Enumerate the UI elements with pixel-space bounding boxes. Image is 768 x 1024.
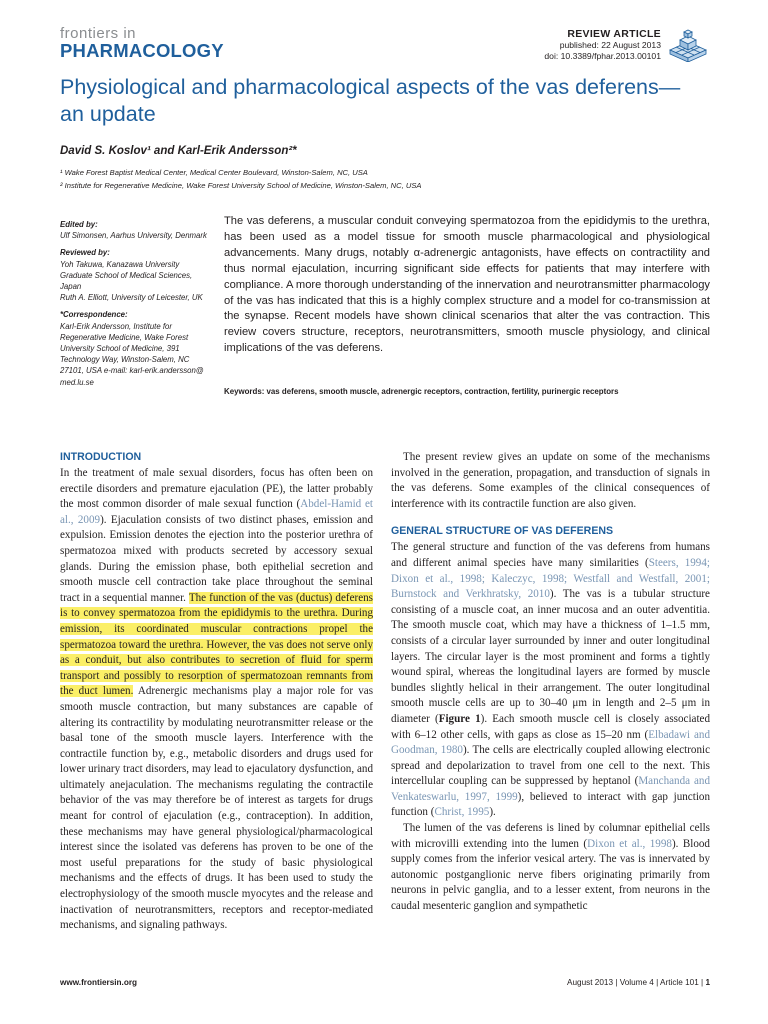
highlighted-text: The function of the vas (ductus) deferens is to convey spermatozoa from the epididymis to the urethra. During emission, its coordinated muscular contractions propel the spermatozoa toward the urethra. However, the vas does not serve only as a conduit, but also contributes to secretion of fluid for sperm transport and possibly to resorption of spermatozoan remnants from the duct lumen. <box>60 591 373 698</box>
text-run: ). Each smooth muscle cell is closely associated with 6–12 other cells, with gaps as close as 15–20 nm ( <box>391 712 711 741</box>
text-run: ). The cells are electrically coupled allowing electronic spread and depolarization to travel from one cell to the next. This intercellular coupling can be suppressed by heptanol ( <box>391 744 710 788</box>
text-run: ). Ejaculation consists of two distinct phases, emission and expulsion. Emission denotes the ejection into the posterior urethra of spermatozoa mixed with products secreted by accessory sexual glands. During the emission phase, both epithelial secretion and smooth muscle cell contraction take place throughout the seminal tract in a sequential manner. <box>60 513 374 604</box>
citation-link[interactable]: Steers, 1994; Dixon et al., 1998; Kaleczyc, 1998; Westfall and Westfall, 2001; Burnstock and Verkhratsky, 2010 <box>391 556 710 601</box>
section-heading-structure: GENERAL STRUCTURE OF VAS DEFERENS <box>391 525 614 538</box>
edited-by-label: Edited by: <box>60 220 98 229</box>
citation-link[interactable]: Dixon et al., 1998 <box>587 837 672 850</box>
affiliation-1: ¹ Wake Forest Baptist Medical Center, Medical Center Boulevard, Winston-Salem, NC, USA <box>60 168 368 177</box>
abstract: The vas deferens, a muscular conduit conveying spermatozoa from the epididymis to the urethra, has been used as a model tissue for smooth muscle pharmacological and physiological advancements. Many drugs, notably α-adrenergic antagonists, have effects on contractility and thus normal ejaculation, incurring significant side effects for patients that may interfere with compliance. A more thorough understanding of the innervation and neurotransmitter pharmacology of the vas has indicated that this is a highly complex structure and a model for co-transmission at the synapse. Recent models have shown clinical scenarios that alter the vas contraction. This review covers structure, receptors, neurotransmitters, smooth muscle physiology, and clinical implications of the vas deferens. <box>224 215 710 355</box>
published-date: published: 22 August 2013 <box>559 40 661 50</box>
citation-link[interactable]: Elbadawi and Goodman, 1980 <box>391 728 710 757</box>
journal-name: PHARMACOLOGY <box>60 40 224 61</box>
citation-link[interactable]: Manchanda and Venkateswarlu, 1997, 1999 <box>391 775 710 803</box>
article-type: REVIEW ARTICLE <box>567 28 661 40</box>
citation-link[interactable]: Christ, 1995 <box>434 806 490 819</box>
text-run: In the treatment of male sexual disorders, focus has often been on erectile disorders and premature ejaculation (PE), the latter probably the most common disorder of male sexual function ( <box>60 467 373 511</box>
text-run: ). Blood supply comes from the inferior vesical artery. The vas is innervated by autonomic postganglionic nerve fibers originating primarily from neurons in pelvic ganglia, and to a lesser extent, from neurons in the caudal mesenteric ganglion and sympathetic <box>391 837 710 913</box>
page-number: 1 <box>705 978 710 987</box>
footer-info <box>567 978 710 987</box>
article-title: Physiological and pharmacological aspects of the vas deferens—an update <box>60 75 681 126</box>
editor: Ulf Simonsen, Aarhus University, Denmark <box>60 231 207 241</box>
section-heading-introduction: INTRODUCTION <box>60 451 142 463</box>
affiliation-2: ² Institute for Regenerative Medicine, Wake Forest University School of Medicine, Winston-Salem, NC, USA <box>60 181 422 190</box>
structure-paragraph <box>391 540 710 821</box>
text-run: ). <box>489 806 496 819</box>
correspondence: Karl-Erik Andersson, Institute for Regenerative Medicine, Wake Forest University School of Medicine, 391 Technology Way, Winston-Salem, NC 27101, USA e-mail: karl-erik.andersson@ med.lu.se <box>60 321 204 387</box>
author-list: David S. Koslov¹ and Karl-Erik Andersson²* <box>60 145 297 157</box>
journal-logo <box>60 26 224 60</box>
figure-link[interactable]: Figure 1 <box>438 712 481 725</box>
text-run: ). The vas is a tubular structure consisting of a muscle coat, an inner mucosa and an outer adventitia. The smooth muscle coat, which may have a thickness of 1–1.5 mm, consists of a circular layer surrounded by inner and outer longitudinal layers. The circular layer is the most prominent and forms a tightly wound spiral, whereas the longitudinal layers are formed by muscle bundles slightly helical in their arrangement. The outer longitudinal smooth muscle cells are up to 30–40 μm in length and 2–5 μm in diameter ( <box>391 588 710 725</box>
journal-top-text: frontiers in <box>60 25 137 42</box>
frontiers-cube-icon <box>666 26 710 62</box>
article-info <box>544 28 661 62</box>
issue-info: August 2013 | Volume 4 | Article 101 | <box>567 978 704 987</box>
body-column-right <box>391 450 710 915</box>
reviewed-by-label: Reviewed by: <box>60 248 110 258</box>
keywords: Keywords: vas deferens, smooth muscle, adrenergic receptors, contraction, fertility, purinergic receptors <box>224 387 619 396</box>
text-run: The general structure and function of the vas deferens from humans and different animal species have many similarities ( <box>391 541 710 569</box>
reviewer-2: Ruth A. Elliott, University of Leicester, UK <box>60 293 203 303</box>
reviewer-1: Yoh Takuwa, Kanazawa University Graduate School of Medical Sciences, Japan <box>60 259 193 292</box>
correspondence-label: *Correspondence: <box>60 310 128 320</box>
doi: doi: 10.3389/fphar.2013.00101 <box>544 51 661 61</box>
review-scope-paragraph: The present review gives an update on some of the mechanisms involved in the generation, propagation, and transduction of signals in the vas deferens. Some examples of the clinical consequences of interference with its contractile function are also given. <box>391 451 710 510</box>
body-column-left <box>60 450 373 934</box>
text-run: The lumen of the vas deferens is lined by columnar epithelial cells with microvilli extending into the lumen ( <box>391 822 710 850</box>
text-run: Adrenergic mechanisms play a major role for vas smooth muscle contraction, but many substances are capable of altering its contractility by modulating neurotransmitter release or the basal tone of the smooth muscle layers. Interference with the contractile function by, e.g., metabolic disorders and drugs used for lower urinary tract disorders, may lead to ejaculatory dysfunction, and ultimately anejaculation. The mechanisms regulating the contractile behavior of the vas may therefore be of interest as targets for drugs meant for control of ejaculation (e.g., contraception). In addition, these mechanisms may have general physiological/pharmacological interest since the isolated vas deferens has proven to be one of the most useful preparations for the study of basic physiological mechanisms and the effects of drugs. It has been used to study the electrophysiology of the smooth muscle myocytes and the release and inactivation of neurotransmitters, receptors and receptor-mediated mechanisms, and signaling pathways. <box>60 685 374 932</box>
intro-paragraph <box>60 466 373 934</box>
editorial-sidebar <box>60 219 210 394</box>
citation-link[interactable]: Abdel-Hamid et al., 2009 <box>60 498 373 526</box>
lumen-paragraph <box>391 821 710 915</box>
text-run: ), believed to interact with gap junction function ( <box>391 790 710 819</box>
journal-url[interactable]: www.frontiersin.org <box>60 978 138 987</box>
